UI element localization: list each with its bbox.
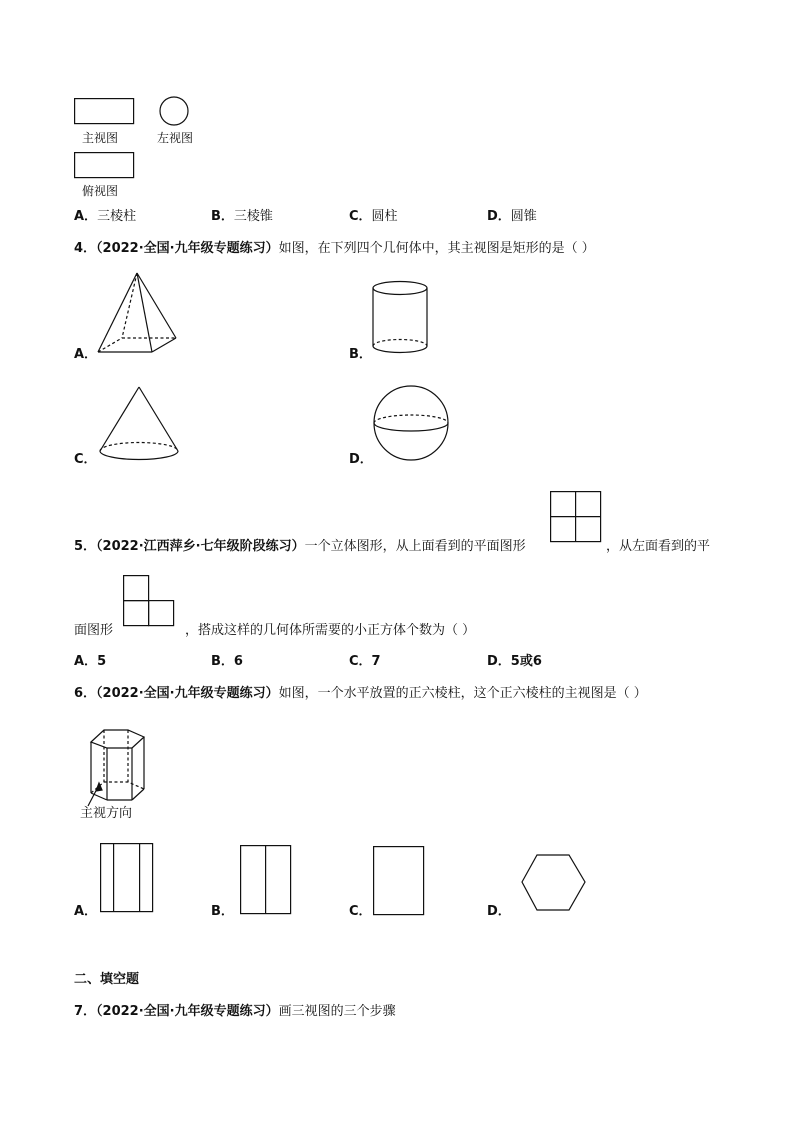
- q4-option-a-label: A．: [74, 347, 98, 362]
- cone-icon: [98, 386, 182, 462]
- q6-option-a-figure: [100, 843, 154, 913]
- q6-stem: 6．（2022·全国·九年级专题练习）如图，一个水平放置的正六棱柱，这个正六棱柱的主视图是（ ）: [74, 686, 647, 701]
- q3-front-view-label: 主视图: [82, 131, 119, 145]
- q6-direction-label: 主视方向: [80, 806, 133, 821]
- q6-option-c-label: C．: [349, 904, 372, 919]
- q4-option-d-label: D．: [349, 452, 373, 467]
- q3-left-view-label: 左视图: [157, 131, 194, 145]
- q5-top-view-figure: [550, 491, 602, 543]
- q6-option-d-label: D．: [487, 904, 511, 919]
- q5-stem-line1-end: ，从左面看到的平: [606, 539, 711, 554]
- q4-option-c-label: C．: [74, 452, 97, 467]
- q3-option-b: B．三棱锥: [211, 209, 273, 224]
- section-title: 二、填空题: [74, 972, 140, 987]
- q6-option-b-figure: [240, 845, 292, 915]
- q5-left-view-figure: [123, 575, 177, 629]
- view-direction-arrow-icon: [86, 782, 106, 808]
- q5-option-b: B．6: [211, 654, 243, 669]
- q5-stem-line2-start: 面图形: [74, 623, 114, 638]
- q7-stem: 7．（2022·全国·九年级专题练习）画三视图的三个步骤: [74, 1004, 396, 1019]
- cylinder-icon: [372, 281, 430, 355]
- q4-option-b-label: B．: [349, 347, 372, 362]
- pyramid-icon: [97, 272, 177, 354]
- q3-option-c: C．圆柱: [349, 209, 398, 224]
- q5-option-c: C．7: [349, 654, 381, 669]
- sphere-icon: [373, 385, 451, 463]
- q5-stem-line2-end: ，搭成这样的几何体所需要的小正方体个数为（ ）: [185, 623, 476, 638]
- q6-option-b-label: B．: [211, 904, 234, 919]
- q6-option-c-figure: [373, 846, 425, 916]
- q3-option-a: A．三棱柱: [74, 209, 137, 224]
- q5-stem-line1: 5．（2022·江西萍乡·七年级阶段练习）一个立体图形，从上面看到的平面图形: [74, 539, 526, 554]
- q6-option-a-label: A．: [74, 904, 98, 919]
- q3-left-view-figure: [159, 96, 191, 128]
- hexagon-icon: [521, 854, 587, 912]
- q5-option-d: D．5或6: [487, 654, 542, 669]
- q3-top-view-figure: [74, 152, 136, 180]
- q5-option-a: A．5: [74, 654, 107, 669]
- q3-front-view-figure: [74, 98, 136, 126]
- q3-top-view-label: 俯视图: [82, 184, 119, 198]
- q3-option-d: D．圆锥: [487, 209, 537, 224]
- q4-stem: 4．（2022·全国·九年级专题练习）如图，在下列四个几何体中，其主视图是矩形的是（ ）: [74, 241, 595, 256]
